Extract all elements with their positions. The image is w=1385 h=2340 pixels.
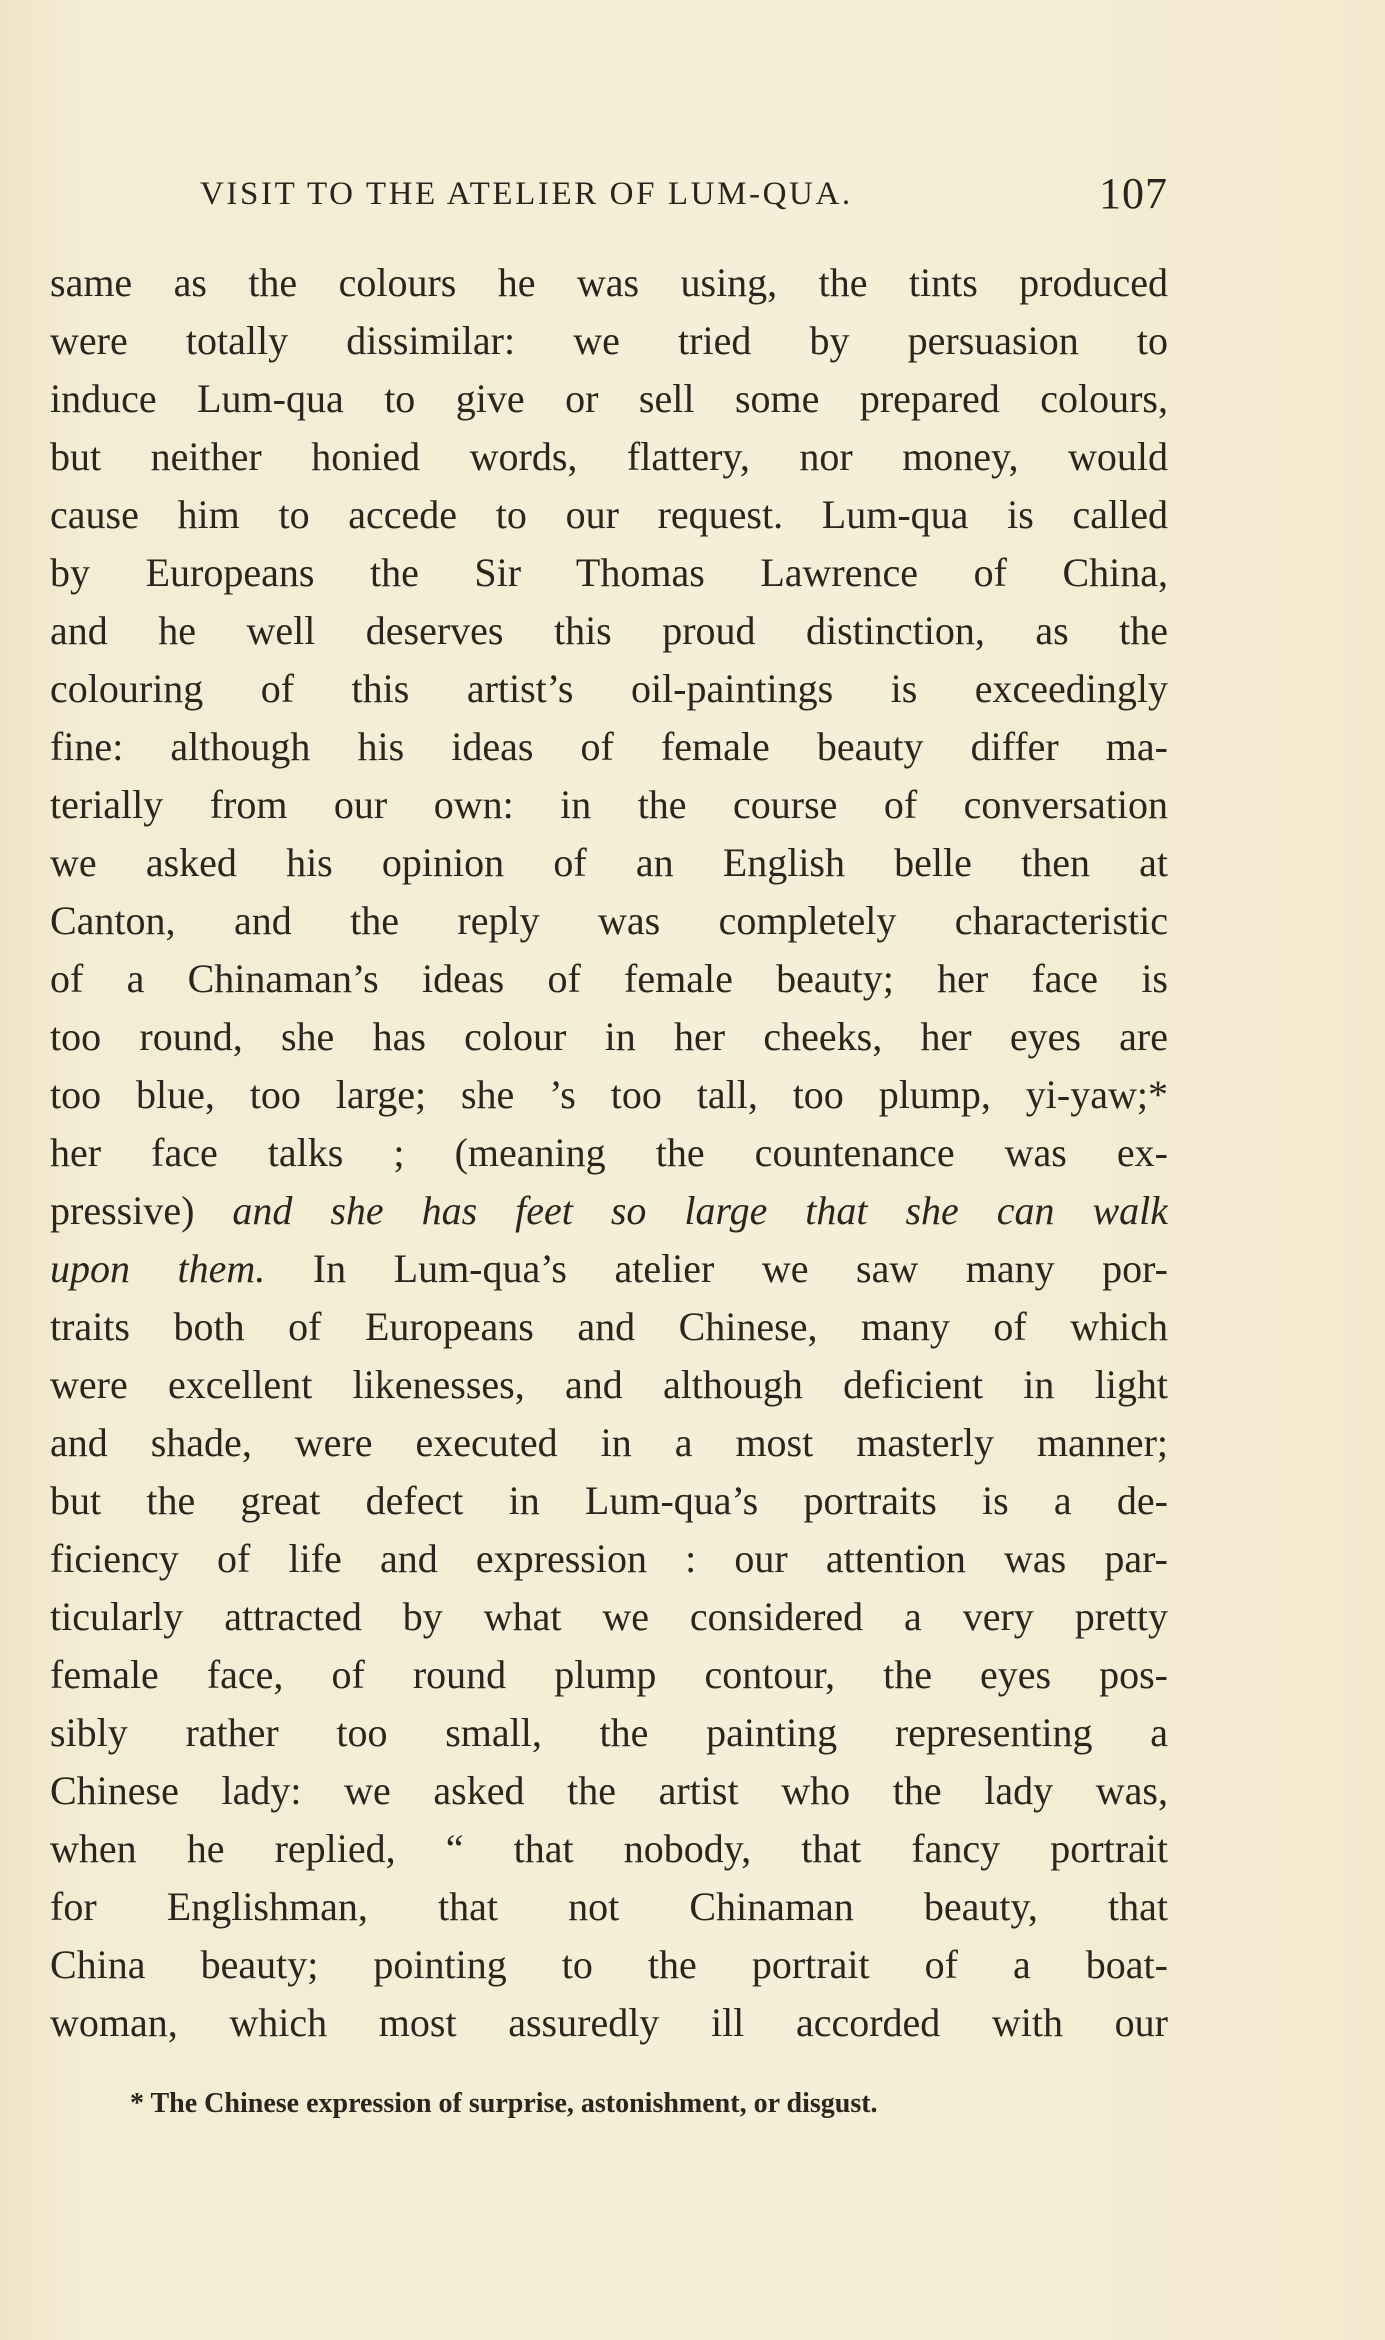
text-line: by Europeans the Sir Thomas Lawrence of China, (50, 550, 1168, 595)
text-line: ficiency of life and expression : our attention was par- (50, 1536, 1168, 1581)
text-line: sibly rather too small, the painting representing a (50, 1710, 1168, 1755)
text-line: we asked his opinion of an English belle then at (50, 840, 1168, 885)
footnote: * The Chinese expression of surprise, astonishment, or disgust. (130, 2088, 878, 2119)
text-line: induce Lum-qua to give or sell some prepared colours, (50, 376, 1168, 421)
text-line: colouring of this artist’s oil-paintings is exceedingly (50, 666, 1168, 711)
text-line: when he replied, “ that nobody, that fancy portrait (50, 1826, 1168, 1871)
text-line: traits both of Europeans and Chinese, many of which (50, 1304, 1168, 1349)
text-line: were totally dissimilar: we tried by persuasion to (50, 318, 1168, 363)
text-line: fine: although his ideas of female beauty differ ma- (50, 724, 1168, 769)
text-line: and shade, were executed in a most masterly manner; (50, 1420, 1168, 1465)
text-line: China beauty; pointing to the portrait of a boat- (50, 1942, 1168, 1987)
text-line-mixed (50, 1240, 1168, 1298)
text-line: too round, she has colour in her cheeks, her eyes are (50, 1014, 1168, 1059)
text-line: female face, of round plump contour, the eyes pos- (50, 1652, 1168, 1697)
running-title: VISIT TO THE ATELIER OF LUM-QUA. (200, 176, 853, 212)
text-line: too blue, too large; she ’s too tall, too plump, yi-yaw;* (50, 1072, 1168, 1117)
text-line-mixed (50, 1182, 1168, 1240)
italic-text-segment: upon them. (50, 1246, 266, 1291)
text-line: of a Chinaman’s ideas of female beauty; her face is (50, 956, 1168, 1001)
page-number: 107 (1099, 169, 1168, 218)
text-line: and he well deserves this proud distinction, as the (50, 608, 1168, 653)
text-line: same as the colours he was using, the tints produced (50, 260, 1168, 305)
text-line: were excellent likenesses, and although deficient in light (50, 1362, 1168, 1407)
text-line: Canton, and the reply was completely characteristic (50, 898, 1168, 943)
text-line: Chinese lady: we asked the artist who the lady was, (50, 1768, 1168, 1813)
page-header (200, 168, 1168, 228)
text-line: but the great defect in Lum-qua’s portraits is a de- (50, 1478, 1168, 1523)
text-line: her face talks ; (meaning the countenance was ex- (50, 1130, 1168, 1175)
italic-text-segment: and she has feet so large that she can walk (232, 1188, 1168, 1233)
text-line: but neither honied words, flattery, nor money, would (50, 434, 1168, 479)
text-segment: In Lum-qua’s atelier we saw many por- (312, 1246, 1168, 1291)
text-line: for Englishman, that not Chinaman beauty, that (50, 1884, 1168, 1929)
text-segment: pressive) (50, 1188, 195, 1233)
text-line: ticularly attracted by what we considered a very pretty (50, 1594, 1168, 1639)
text-line: woman, which most assuredly ill accorded with our (50, 2000, 1168, 2045)
text-line: cause him to accede to our request. Lum-qua is called (50, 492, 1168, 537)
text-line: terially from our own: in the course of conversation (50, 782, 1168, 827)
body-text (50, 254, 1168, 2052)
